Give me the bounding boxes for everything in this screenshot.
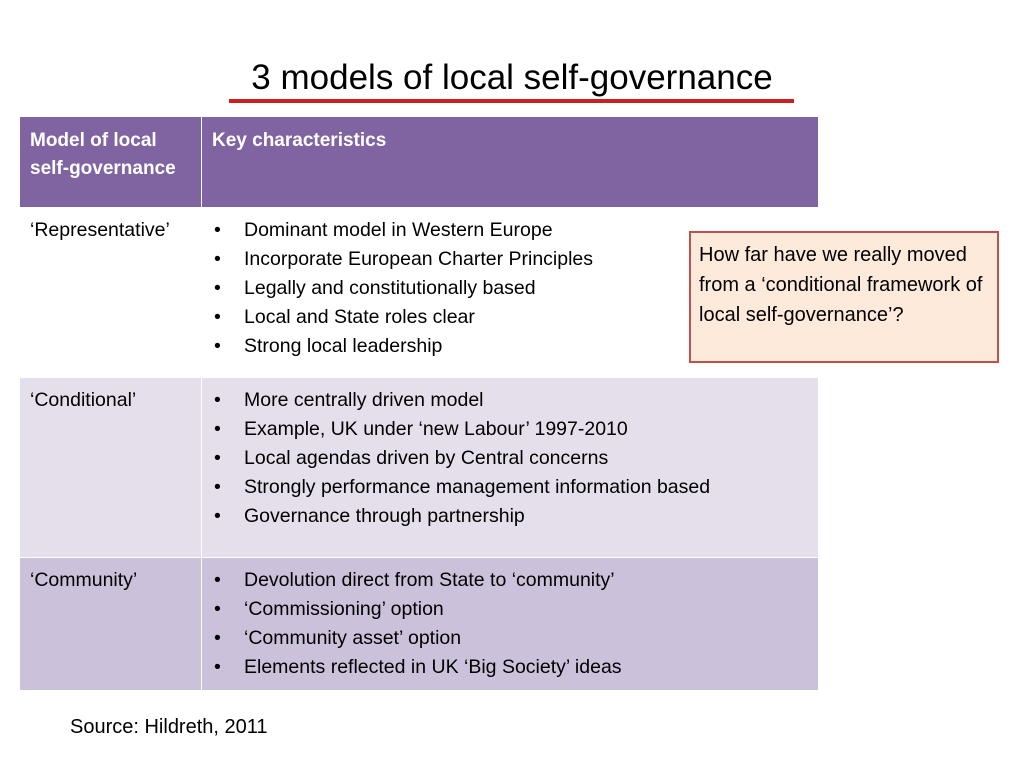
list-item: • More centrally driven model [212, 386, 808, 415]
table-header-row [20, 117, 819, 208]
slide-title: 3 models of local self-governance [251, 58, 773, 97]
list-item: • Example, UK under ‘new Labour’ 1997-2010 [212, 415, 808, 444]
source-citation: Source: Hildreth, 2011 [70, 716, 268, 738]
table-row [20, 378, 819, 558]
list-item: • ‘Community asset’ option [212, 624, 808, 653]
model-name: ‘Conditional’ [20, 378, 202, 558]
list-item: • ‘Commissioning’ option [212, 595, 808, 624]
title-underline [229, 99, 794, 103]
characteristics-cell [202, 378, 819, 558]
models-table [19, 116, 819, 691]
model-name: ‘Community’ [20, 558, 202, 691]
list-item: • Local agendas driven by Central concerns [212, 444, 808, 473]
list-item: • Incorporate European Charter Principles [212, 245, 808, 274]
list-item: • Governance through partnership [212, 502, 808, 531]
list-item: • Devolution direct from State to ‘community’ [212, 566, 808, 595]
characteristics-list [212, 566, 808, 682]
model-name: ‘Representative’ [20, 208, 202, 378]
header-characteristics: Key characteristics [202, 117, 819, 208]
header-model: Model of local self-governance [20, 117, 202, 208]
list-item: • Elements reflected in UK ‘Big Society’ ideas [212, 653, 808, 682]
characteristics-list [212, 386, 808, 531]
characteristics-cell [202, 558, 819, 691]
list-item: • Dominant model in Western Europe [212, 216, 808, 245]
table-row [20, 558, 819, 691]
list-item: • Legally and constitutionally based [212, 274, 808, 303]
list-item: • Local and State roles clear [212, 303, 808, 332]
list-item: • Strong local leadership [212, 332, 808, 361]
list-item: • Strongly performance management information based [212, 473, 808, 502]
question-callout: How far have we really moved from a ‘conditional framework of local self-governance’? [689, 231, 999, 363]
